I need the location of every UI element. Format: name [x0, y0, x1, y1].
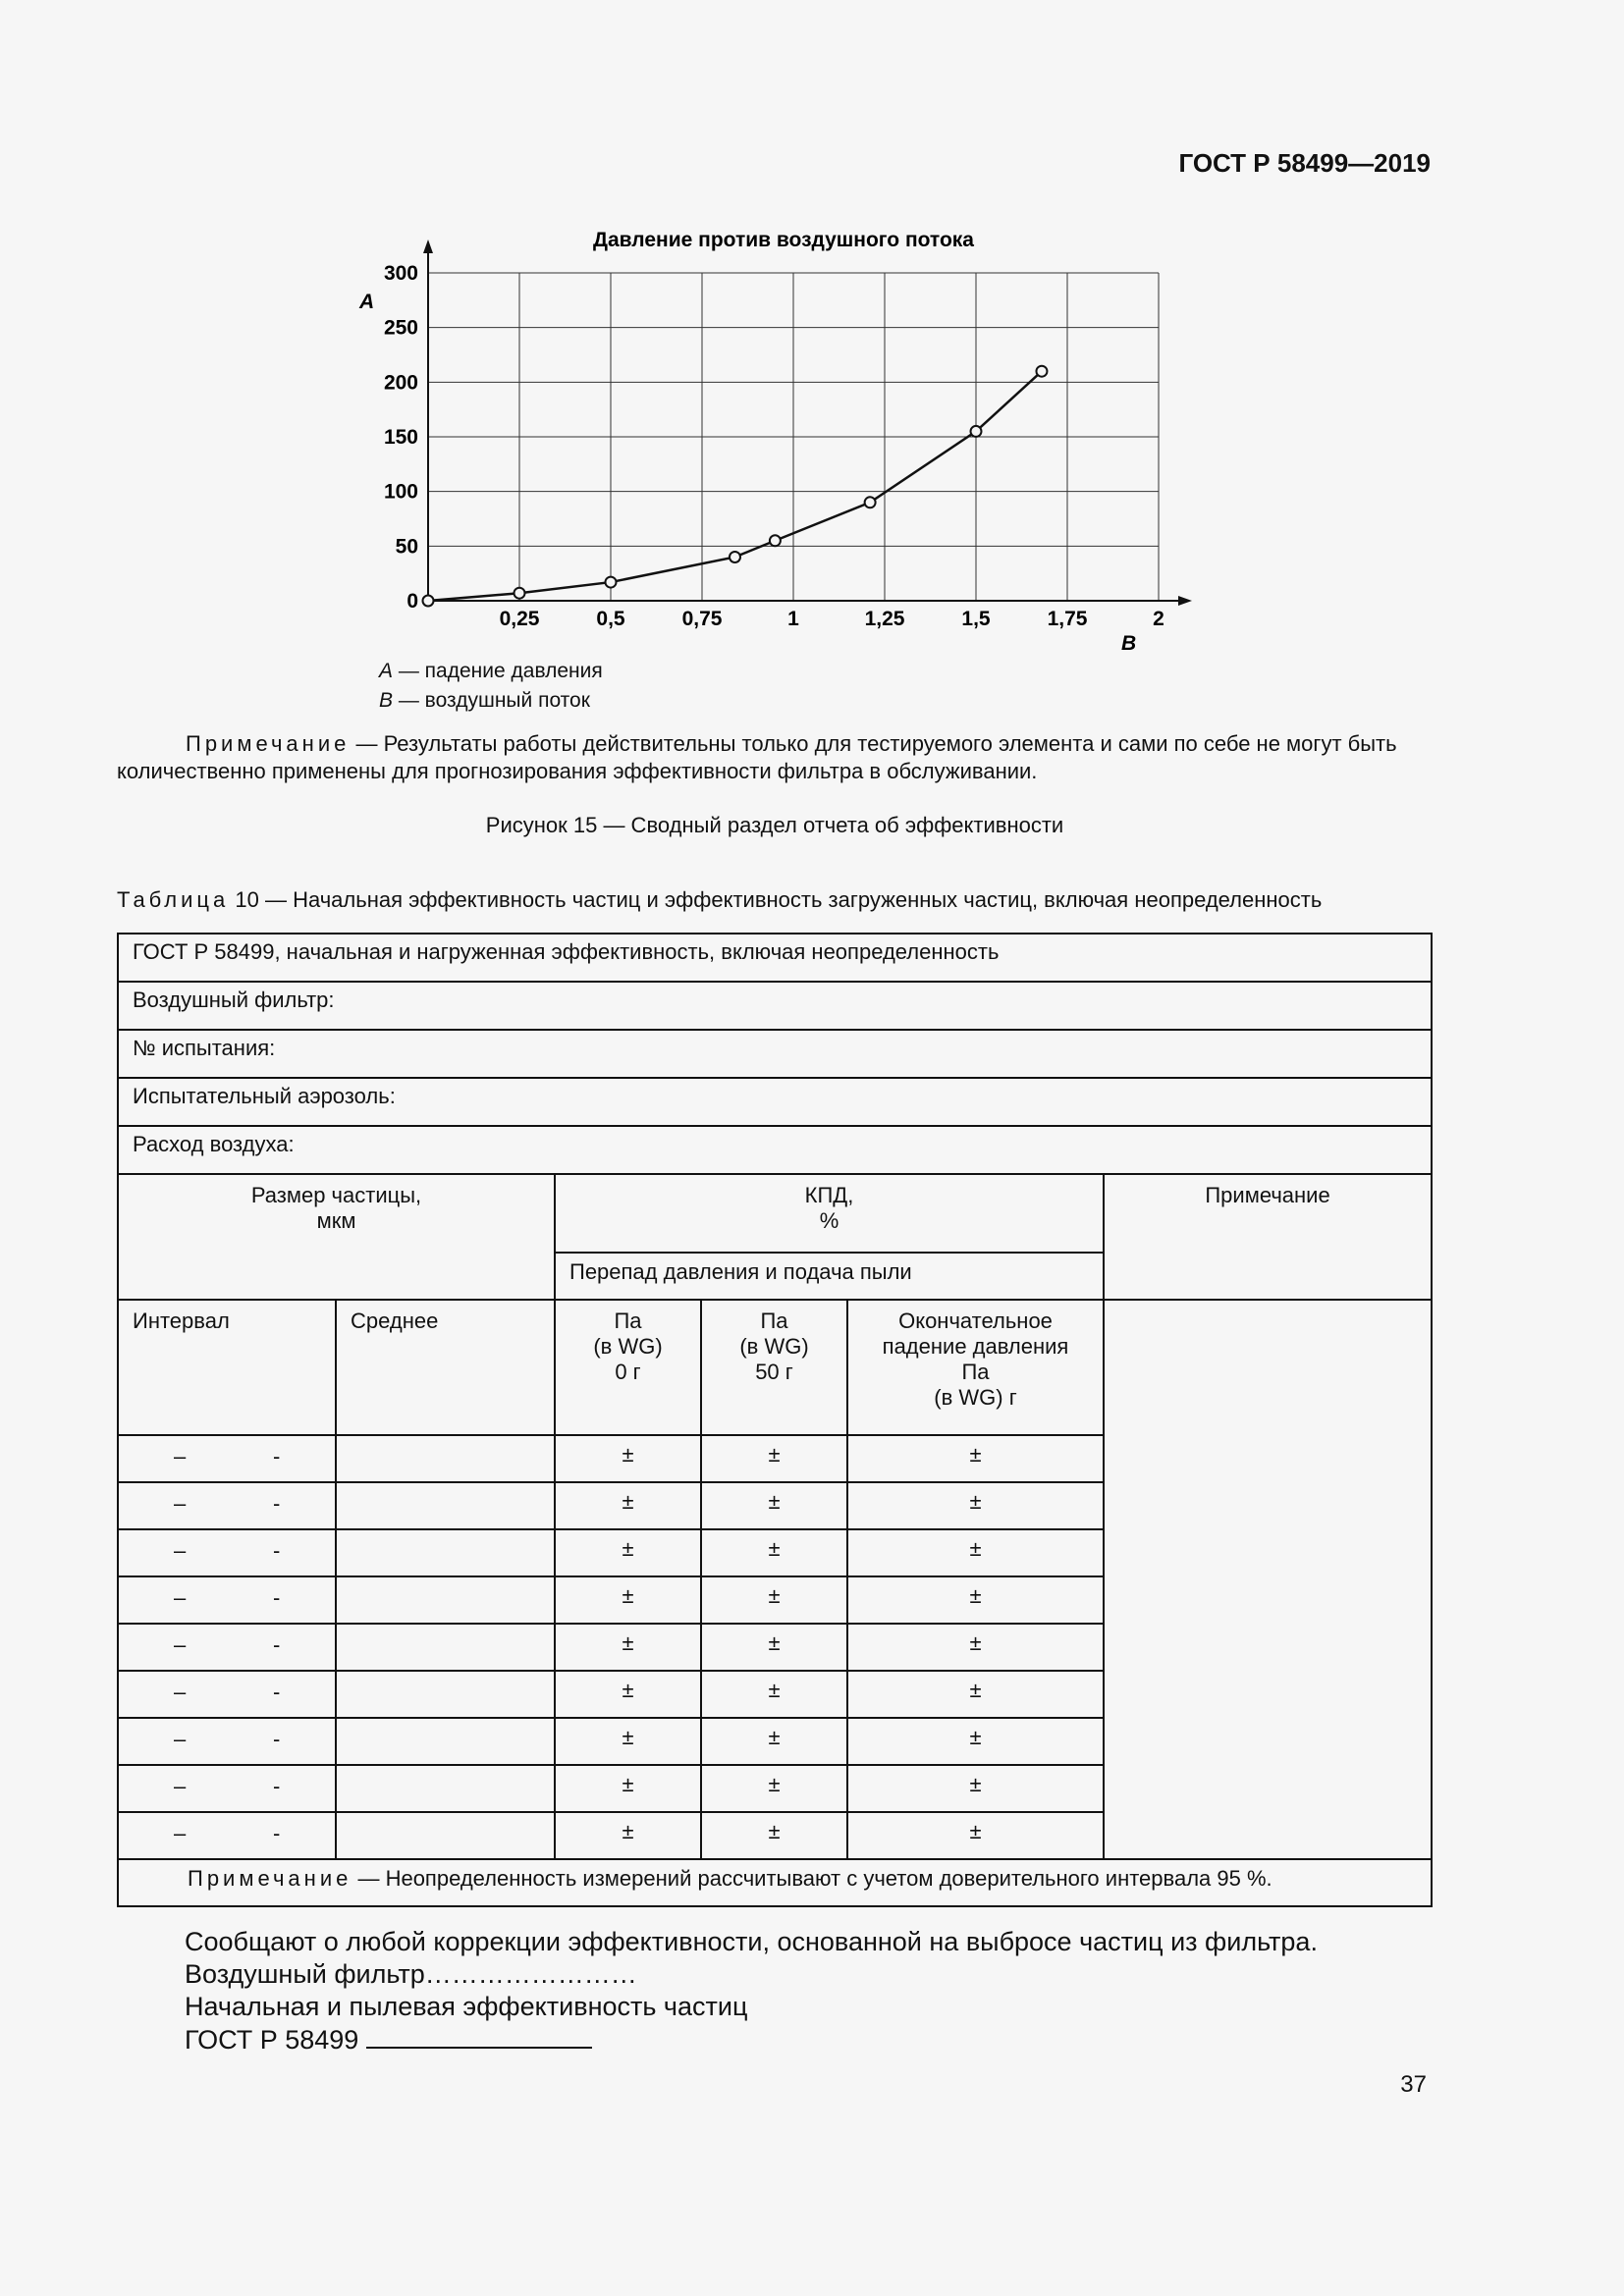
data-point — [730, 552, 740, 562]
table-note-label: Примечание — [188, 1866, 352, 1891]
efficiency-header — [555, 1174, 1104, 1253]
legend-b-letter: B — [379, 689, 394, 712]
pa-50g-cell: ± — [701, 1435, 847, 1482]
final-pressure-line4: (в WG) г — [934, 1385, 1017, 1410]
standard-line-label: ГОСТ Р 58499 — [185, 2025, 359, 2055]
mean-cell — [336, 1435, 555, 1482]
table-title-label: Таблица — [117, 887, 230, 912]
mean-cell — [336, 1812, 555, 1859]
report-footer-text — [185, 1926, 1318, 2056]
mean-cell — [336, 1482, 555, 1529]
pa-50g-cell: ± — [701, 1671, 847, 1718]
test-aerosol-row: Испытательный аэрозоль: — [118, 1078, 1432, 1126]
mean-cell — [336, 1624, 555, 1671]
x-tick-label: 0,5 — [596, 608, 625, 630]
particle-size-header — [118, 1174, 555, 1300]
interval-cell — [118, 1482, 336, 1529]
series-line — [428, 371, 1042, 601]
data-point — [606, 577, 617, 588]
final-pressure-cell: ± — [847, 1671, 1104, 1718]
final-pressure-cell: ± — [847, 1576, 1104, 1624]
x-tick-label: 0,25 — [499, 608, 540, 630]
x-tick-label: 1,25 — [864, 608, 905, 630]
mean-cell — [336, 1529, 555, 1576]
final-pressure-header — [847, 1300, 1104, 1435]
interval-dash: – — [174, 1491, 187, 1516]
interval-hyphen: - — [273, 1821, 281, 1845]
pa-0g-header — [555, 1300, 701, 1435]
interval-cell — [118, 1812, 336, 1859]
y-tick-label: 300 — [383, 262, 418, 285]
interval-hyphen: - — [273, 1491, 281, 1516]
pa-50g-unit: Па — [760, 1308, 788, 1333]
pa-50g-header — [701, 1300, 847, 1435]
final-pressure-cell: ± — [847, 1812, 1104, 1859]
legend-a-letter: A — [379, 660, 394, 682]
pa-50g-cell: ± — [701, 1765, 847, 1812]
air-filter-row: Воздушный фильтр: — [118, 982, 1432, 1030]
pa-0g-cell: ± — [555, 1482, 701, 1529]
final-pressure-cell: ± — [847, 1435, 1104, 1482]
note-column-header: Примечание — [1104, 1174, 1432, 1300]
x-tick-label: 1,75 — [1047, 608, 1088, 630]
pa-50g-wg: (в WG) — [739, 1334, 809, 1359]
pa-0g-mass: 0 г — [615, 1360, 641, 1384]
interval-hyphen: - — [273, 1727, 281, 1751]
data-point — [770, 535, 781, 546]
interval-hyphen: - — [273, 1538, 281, 1563]
standard-line — [185, 2023, 1318, 2056]
interval-cell — [118, 1435, 336, 1482]
pa-50g-cell: ± — [701, 1812, 847, 1859]
interval-dash: – — [174, 1538, 187, 1563]
final-pressure-cell: ± — [847, 1624, 1104, 1671]
interval-cell — [118, 1529, 336, 1576]
pa-0g-cell: ± — [555, 1765, 701, 1812]
air-filter-line: Воздушный фильтр…………………… — [185, 1959, 637, 1989]
interval-dash: – — [174, 1585, 187, 1610]
interval-header: Интервал — [118, 1300, 336, 1435]
interval-cell — [118, 1624, 336, 1671]
pa-0g-cell: ± — [555, 1671, 701, 1718]
interval-cell — [118, 1671, 336, 1718]
legend-b — [379, 689, 590, 713]
pa-50g-cell: ± — [701, 1529, 847, 1576]
interval-hyphen: - — [273, 1680, 281, 1704]
table-header-title: ГОСТ Р 58499, начальная и нагруженная эффективность, включая неопределенность — [118, 934, 1432, 982]
legend-a — [379, 660, 603, 683]
y-tick-label: 150 — [383, 426, 418, 449]
pressure-airflow-chart — [334, 216, 1218, 677]
data-point — [971, 426, 982, 437]
data-point — [1036, 366, 1047, 377]
chart-title: Давление против воздушного потока — [593, 229, 974, 251]
y-tick-label: 250 — [383, 316, 418, 340]
data-point — [865, 497, 876, 507]
final-pressure-line2: падение давления — [882, 1334, 1069, 1359]
pa-50g-cell: ± — [701, 1576, 847, 1624]
interval-dash: – — [174, 1727, 187, 1751]
legend-a-text: — падение давления — [393, 660, 603, 682]
mean-cell — [336, 1765, 555, 1812]
data-point — [514, 588, 525, 599]
air-flow-row: Расход воздуха: — [118, 1126, 1432, 1174]
pressure-dust-header: Перепад давления и подача пыли — [555, 1253, 1104, 1300]
efficiency-label: КПД, — [804, 1183, 854, 1207]
mean-cell — [336, 1718, 555, 1765]
pa-0g-cell: ± — [555, 1435, 701, 1482]
efficiency-table — [117, 933, 1433, 1907]
table-note-text: — Неопределенность измерений рассчитывают с учетом доверительного интервала 95 %. — [352, 1866, 1272, 1891]
correction-line: Сообщают о любой коррекции эффективности, основанной на выбросе частиц из фильтра. — [185, 1927, 1318, 1956]
interval-hyphen: - — [273, 1585, 281, 1610]
x-tick-label: 1,5 — [961, 608, 991, 630]
final-pressure-line3: Па — [961, 1360, 990, 1384]
final-pressure-cell: ± — [847, 1529, 1104, 1576]
pa-0g-cell: ± — [555, 1624, 701, 1671]
interval-dash: – — [174, 1444, 187, 1468]
x-axis-arrow — [1178, 596, 1192, 606]
figure-note-text: — Результаты работы действительны только для тестируемого элемента и сами по себе не могут быть количественно применены для прогнозирования эффективности фильтра в обслуживании. — [117, 731, 1397, 783]
x-tick-label: 2 — [1153, 608, 1164, 630]
pa-50g-mass: 50 г — [755, 1360, 793, 1384]
pa-0g-cell: ± — [555, 1718, 701, 1765]
mean-cell — [336, 1671, 555, 1718]
figure-caption: Рисунок 15 — Сводный раздел отчета об эффективности — [485, 813, 1064, 837]
particle-size-unit: мкм — [316, 1208, 356, 1233]
table-title-text: 10 — Начальная эффективность частиц и эффективность загруженных частиц, включая неопределенность — [229, 887, 1323, 912]
pa-0g-unit: Па — [614, 1308, 642, 1333]
blank-underline — [366, 2023, 592, 2049]
efficiency-unit: % — [819, 1208, 839, 1233]
y-axis-arrow — [423, 240, 433, 253]
pa-0g-cell: ± — [555, 1576, 701, 1624]
interval-hyphen: - — [273, 1774, 281, 1798]
interval-dash: – — [174, 1680, 187, 1704]
pa-50g-cell: ± — [701, 1718, 847, 1765]
interval-dash: – — [174, 1821, 187, 1845]
particle-size-label: Размер частицы, — [250, 1183, 422, 1207]
pa-50g-cell: ± — [701, 1482, 847, 1529]
interval-hyphen: - — [273, 1632, 281, 1657]
pa-50g-cell: ± — [701, 1624, 847, 1671]
note-column-body — [1104, 1300, 1432, 1859]
interval-dash: – — [174, 1774, 187, 1798]
final-pressure-cell: ± — [847, 1718, 1104, 1765]
interval-cell — [118, 1718, 336, 1765]
figure-note — [117, 730, 1431, 785]
pa-0g-cell: ± — [555, 1529, 701, 1576]
table-note — [118, 1859, 1432, 1906]
x-tick-label: 0,75 — [681, 608, 723, 630]
page-number: 37 — [1400, 2071, 1427, 2098]
figure-note-label: Примечание — [186, 731, 351, 756]
final-pressure-line1: Окончательное — [898, 1308, 1053, 1333]
pa-0g-cell: ± — [555, 1812, 701, 1859]
y-tick-label: 50 — [395, 535, 418, 559]
table-title — [117, 887, 1431, 913]
y-tick-label: 100 — [383, 480, 418, 504]
data-point — [423, 596, 434, 607]
interval-hyphen: - — [273, 1444, 281, 1468]
final-pressure-cell: ± — [847, 1482, 1104, 1529]
interval-dash: – — [174, 1632, 187, 1657]
x-axis-label: B — [1121, 632, 1137, 655]
y-tick-label: 0 — [406, 590, 418, 613]
interval-cell — [118, 1765, 336, 1812]
legend-b-text: — воздушный поток — [393, 689, 590, 712]
x-tick-label: 1 — [787, 608, 799, 630]
interval-cell — [118, 1576, 336, 1624]
mean-header: Среднее — [336, 1300, 555, 1435]
dust-efficiency-line: Начальная и пылевая эффективность частиц — [185, 1992, 748, 2021]
final-pressure-cell: ± — [847, 1765, 1104, 1812]
test-number-row: № испытания: — [118, 1030, 1432, 1078]
pa-0g-wg: (в WG) — [593, 1334, 663, 1359]
y-tick-label: 200 — [383, 371, 418, 395]
mean-cell — [336, 1576, 555, 1624]
standard-code-header: ГОСТ Р 58499—2019 — [1178, 148, 1431, 178]
y-axis-label: A — [359, 291, 375, 313]
